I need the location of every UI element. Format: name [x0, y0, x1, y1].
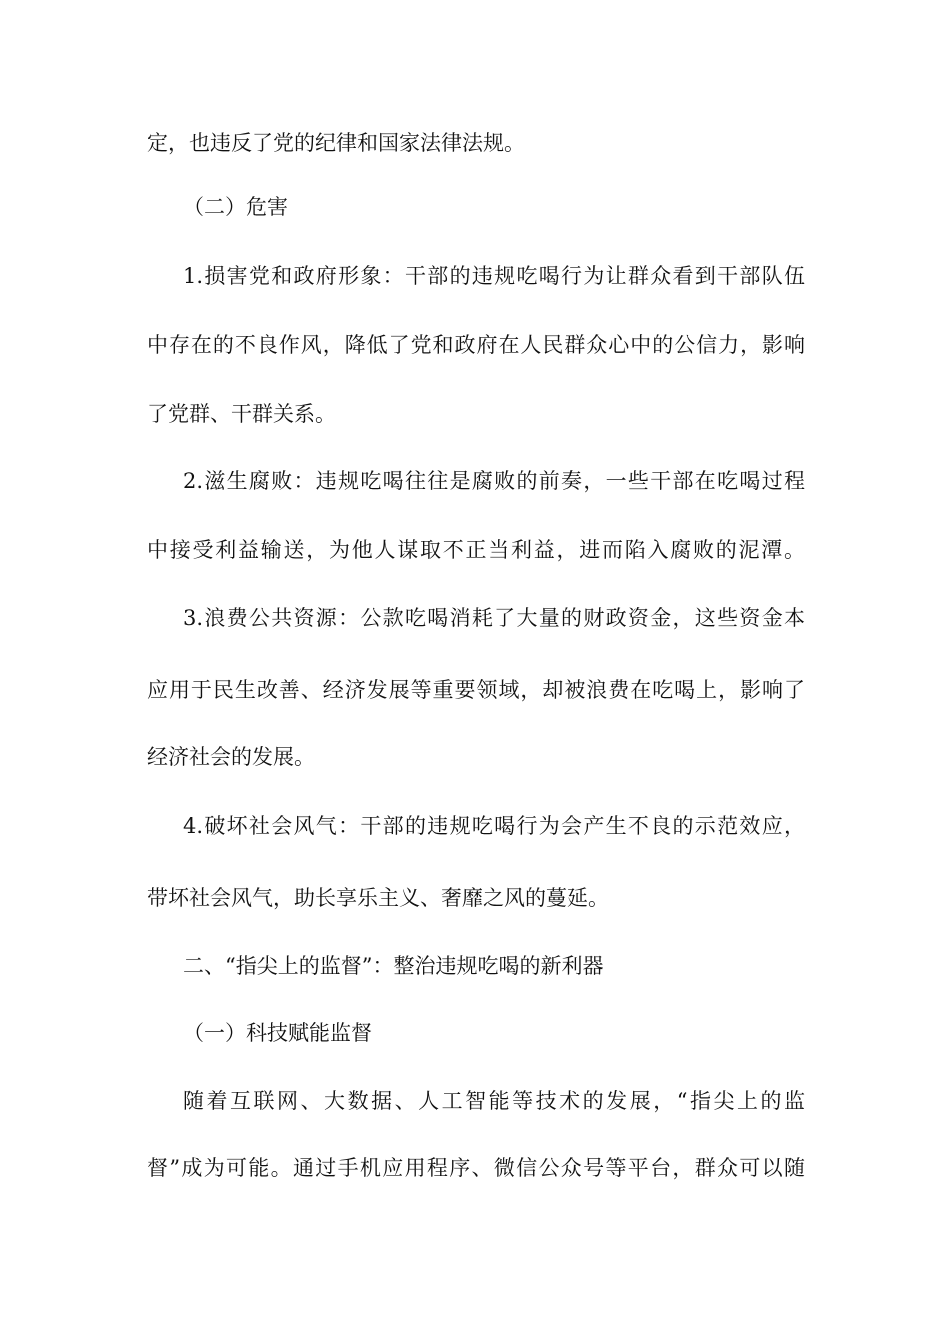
paragraph-line: 中存在的不良作风，降低了党和政府在人民群众心中的公信力，影响	[147, 333, 805, 357]
paragraph-line: 应用于民生改善、经济发展等重要领域，却被浪费在吃喝上，影响了	[147, 678, 805, 702]
paragraph-line: 定，也违反了党的纪律和国家法律法规。	[147, 131, 525, 155]
paragraph-line: 经济社会的发展。	[147, 745, 315, 769]
paragraph-line: 带坏社会风气，助长享乐主义、奢靡之风的蔓延。	[147, 886, 609, 910]
paragraph-line: 1.损害党和政府形象：干部的违规吃喝行为让群众看到干部队伍	[183, 264, 805, 288]
paragraph-line: 4.破坏社会风气：干部的违规吃喝行为会产生不良的示范效应，	[183, 814, 805, 838]
paragraph-line: 2.滋生腐败：违规吃喝往往是腐败的前奏，一些干部在吃喝过程	[183, 469, 805, 493]
paragraph-line: 了党群、干群关系。	[147, 402, 336, 426]
section-heading: （二）危害	[183, 195, 288, 219]
paragraph-line: 中接受利益输送，为他人谋取不正当利益，进而陷入腐败的泥潭。	[147, 538, 805, 562]
subsection-heading: （一）科技赋能监督	[183, 1021, 372, 1045]
section-heading: 二、“指尖上的监督”：整治违规吃喝的新利器	[183, 954, 604, 978]
paragraph-line: 督”成为可能。通过手机应用程序、微信公众号等平台，群众可以随	[147, 1156, 805, 1180]
paragraph-line: 随着互联网、大数据、人工智能等技术的发展，“指尖上的监	[183, 1089, 805, 1113]
paragraph-line: 3.浪费公共资源：公款吃喝消耗了大量的财政资金，这些资金本	[183, 606, 805, 630]
